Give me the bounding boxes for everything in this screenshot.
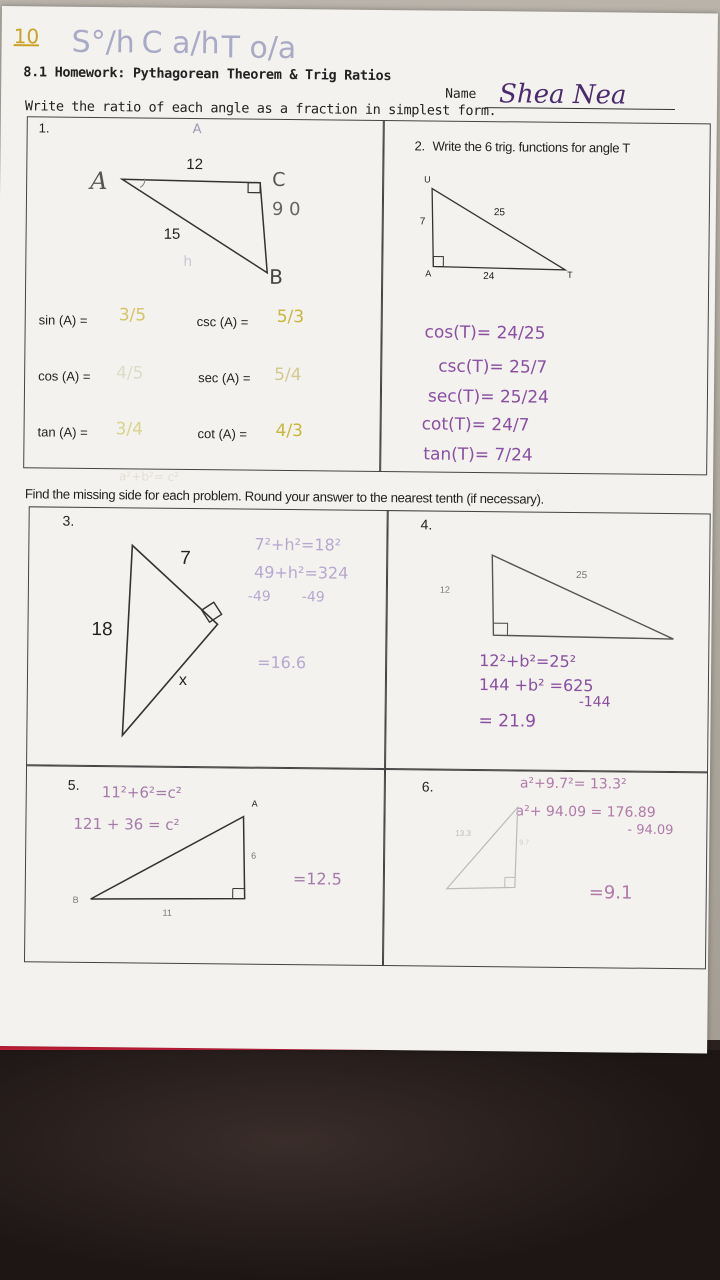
problem-1-number: 1. <box>38 120 50 136</box>
p3-side-x: x <box>178 671 188 689</box>
student-name: Shea Nea <box>498 79 627 111</box>
side-bottom-label-p2: 24 <box>483 271 495 283</box>
section1-instruction: Write the ratio of each angle as a fraction in simplest form. <box>24 98 497 120</box>
worksheet-title: 8.1 Homework: Pythagorean Theorem & Trig Ratios <box>23 64 392 85</box>
sec-answer: 5/4 <box>274 364 302 386</box>
p6-work-3: - 94.09 <box>627 822 674 839</box>
name-label: Name <box>445 86 477 102</box>
csc-label: csc (A) = <box>196 314 249 330</box>
answer-cos-t: cos(T)= 24/25 <box>424 322 546 344</box>
p5-answer: =12.5 <box>292 869 343 889</box>
vertex-a-label: A <box>90 166 108 196</box>
dark-fabric <box>0 1050 720 1280</box>
cot-label: cot (A) = <box>197 426 248 442</box>
p3-side-18: 18 <box>91 618 113 641</box>
p4-work-1: 12²+b²=25² <box>479 651 577 672</box>
hyp-note: h <box>183 253 193 271</box>
side-top-label: 12 <box>186 155 204 174</box>
pythag-note: a²+b²= c² <box>119 469 180 484</box>
side-left-label-p2: 7 <box>419 216 426 228</box>
problem-5-number: 5. <box>67 776 80 793</box>
vertex-t-label: T <box>567 269 573 280</box>
angle-note: A <box>192 122 202 138</box>
scribble-10: 10 <box>13 24 40 49</box>
side-hyp-label-p2: 25 <box>493 207 506 219</box>
p6-work-2: a²+ 94.09 = 176.89 <box>515 803 656 821</box>
triangle-3 <box>104 535 246 746</box>
sin-label: sin (A) = <box>38 312 88 328</box>
vertex-u-label: U <box>424 174 431 185</box>
problem-4-number: 4. <box>420 516 433 533</box>
problem-6-box <box>382 768 708 969</box>
p6-answer: =9.1 <box>588 882 633 904</box>
p6-side-9-7: 9.7 <box>519 839 530 847</box>
p5-vertex-b: B <box>72 894 79 905</box>
p3-work-3: -49 -49 <box>247 588 325 606</box>
cos-answer: 4/5 <box>116 363 144 384</box>
p5-side-11: 11 <box>162 907 172 918</box>
problem-3-number: 3. <box>62 512 75 529</box>
p5-side-6: 6 <box>251 850 257 861</box>
p5-vertex-a: A <box>251 798 258 809</box>
p4-side-25: 25 <box>576 570 588 582</box>
problem-2-prompt: Write the 6 trig. functions for angle T <box>432 138 631 156</box>
problem-6-number: 6. <box>421 778 434 795</box>
answer-tan-t: tan(T)= 7/24 <box>423 444 533 466</box>
side-hyp-label: 15 <box>163 225 181 243</box>
triangle-6 <box>441 801 532 898</box>
triangle-5 <box>82 807 263 919</box>
problem-2-number: 2. <box>414 138 425 154</box>
sin-answer: 3/5 <box>118 305 147 326</box>
csc-answer: 5/3 <box>276 306 305 328</box>
answer-cot-t: cot(T)= 24/7 <box>421 414 530 436</box>
p3-answer: =16.6 <box>257 652 307 673</box>
cos-label: cos (A) = <box>38 368 91 384</box>
answer-sec-t: sec(T)= 25/24 <box>427 386 549 408</box>
cot-answer: 4/3 <box>275 420 304 442</box>
p4-work-3: -144 <box>578 694 611 711</box>
vertex-c-label: C <box>272 168 286 191</box>
p4-answer: = 21.9 <box>478 711 537 732</box>
p6-side-13-3: 13.3 <box>455 828 471 838</box>
worksheet-paper <box>0 6 718 1053</box>
vertex-a-label-p2: A <box>425 268 432 279</box>
p3-work-1: 7²+h²=18² <box>254 534 342 555</box>
p3-side-7: 7 <box>180 547 191 570</box>
side-right-label: 9 0 <box>271 198 301 221</box>
tan-label: tan (A) = <box>37 424 88 440</box>
section2-instruction: Find the missing side for each problem. Round your answer to the nearest tenth (if necessary). <box>24 486 545 507</box>
vertex-b-label: B <box>269 264 284 289</box>
p4-work-2: 144 +b² =625 <box>478 675 594 696</box>
answer-csc-t: csc(T)= 25/7 <box>438 356 548 378</box>
sec-label: sec (A) = <box>198 370 251 386</box>
memo-toa: T o/a <box>221 30 297 67</box>
tan-answer: 3/4 <box>115 419 144 440</box>
p3-work-2: 49+h²=324 <box>253 562 349 583</box>
p6-work-1: a²+9.7²= 13.3² <box>519 775 627 793</box>
triangle-4 <box>485 547 686 649</box>
p5-work-2: 121 + 36 = c² <box>73 814 180 834</box>
p4-side-12: 12 <box>439 584 450 595</box>
p5-work-1: 11²+6²=c² <box>101 783 182 802</box>
memo-soh: S°/h <box>71 24 135 61</box>
memo-cah: C a/h <box>141 25 220 62</box>
